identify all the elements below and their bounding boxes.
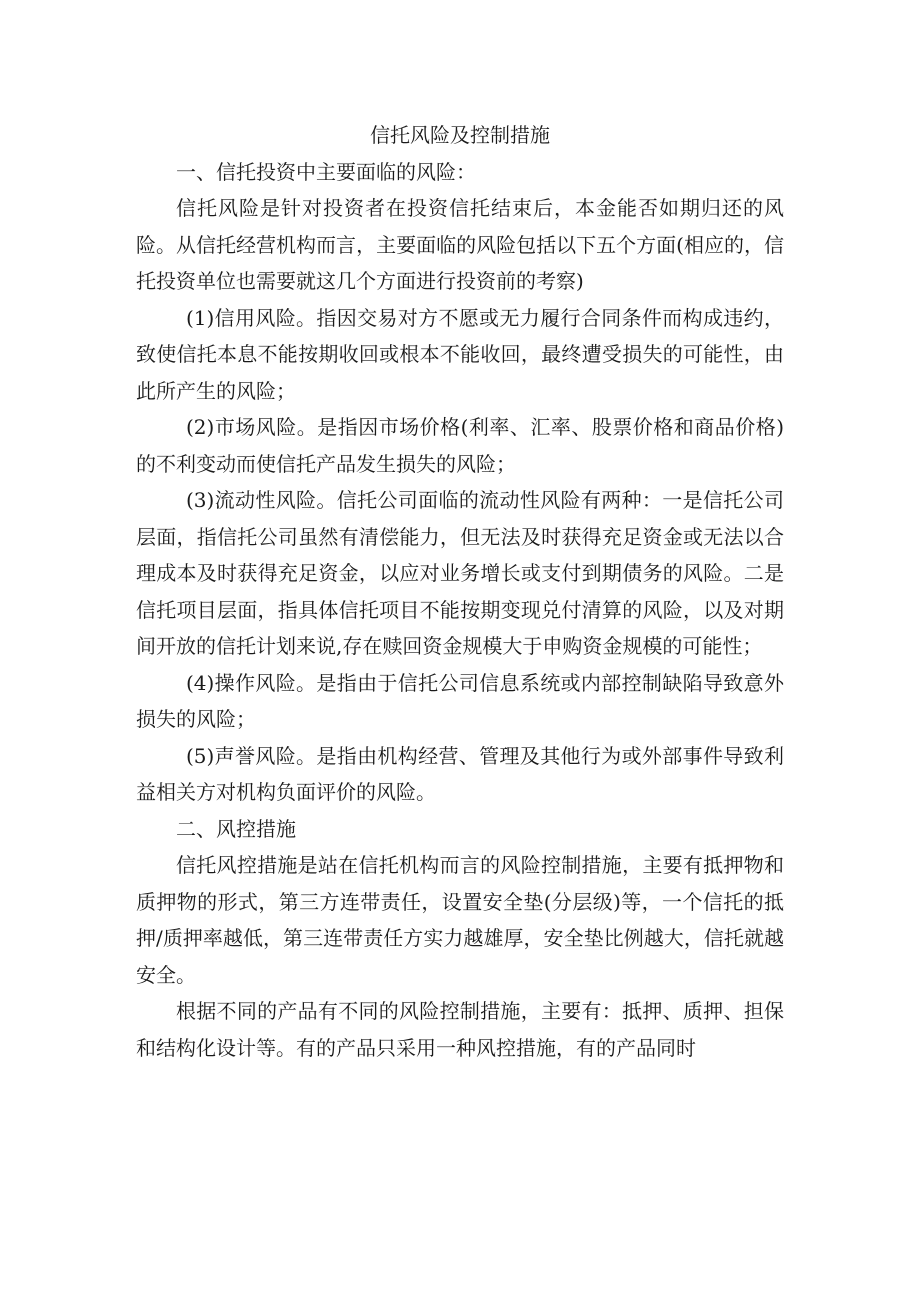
paragraph-liquidity-risk: (3)流动性风险。信托公司面临的流动性风险有两种：一是信托公司层面，指信托公司虽然有清偿能力，但无法及时获得充足资金或无法以合理成本及时获得充足资金，以应对业务增长或支付到期债务的风险。二是信托项目层面，指具体信托项目不能按期变现兑付清算的风险，以及对期间开放的信托计划来说,存在赎回资金规模大于申购资金规模的可能性； <box>136 488 784 658</box>
document-body <box>136 117 784 1066</box>
paragraph-controls-intro: 信托风控措施是站在信托机构而言的风险控制措施，主要有抵押物和质押物的形式，第三方连带责任，设置安全垫(分层级)等，一个信托的抵押/质押率越低，第三连带责任方实力越雄厚，安全垫比例越大，信托就越安全。 <box>136 853 784 987</box>
paragraph-controls-types: 根据不同的产品有不同的风险控制措施，主要有：抵押、质押、担保和结构化设计等。有的产品只采用一种风控措施，有的产品同时 <box>136 999 784 1060</box>
paragraph-market-risk: (2)市场风险。是指因市场价格(利率、汇率、股票价格和商品价格)的不利变动而使信托产品发生损失的风险； <box>136 415 784 476</box>
paragraph-operational-risk: (4)操作风险。是指由于信托公司信息系统或内部控制缺陷导致意外损失的风险； <box>136 670 784 731</box>
paragraph-risk-intro: 信托风险是针对投资者在投资信托结束后，本金能否如期归还的风险。从信托经营机构而言，主要面临的风险包括以下五个方面(相应的，信托投资单位也需要就这几个方面进行投资前的考察) <box>136 196 784 293</box>
section-heading-risks: 一、信托投资中主要面临的风险： <box>176 159 476 184</box>
paragraph-credit-risk: (1)信用风险。指因交易对方不愿或无力履行合同条件而构成违约，致使信托本息不能按期收回或根本不能收回，最终遭受损失的可能性，由此所产生的风险； <box>136 305 784 403</box>
paragraph-reputation-risk: (5)声誉风险。是指由机构经营、管理及其他行为或外部事件导致利益相关方对机构负面评价的风险。 <box>136 743 784 804</box>
section-heading-controls: 二、风控措施 <box>176 816 296 841</box>
document-title: 信托风险及控制措施 <box>370 123 550 147</box>
